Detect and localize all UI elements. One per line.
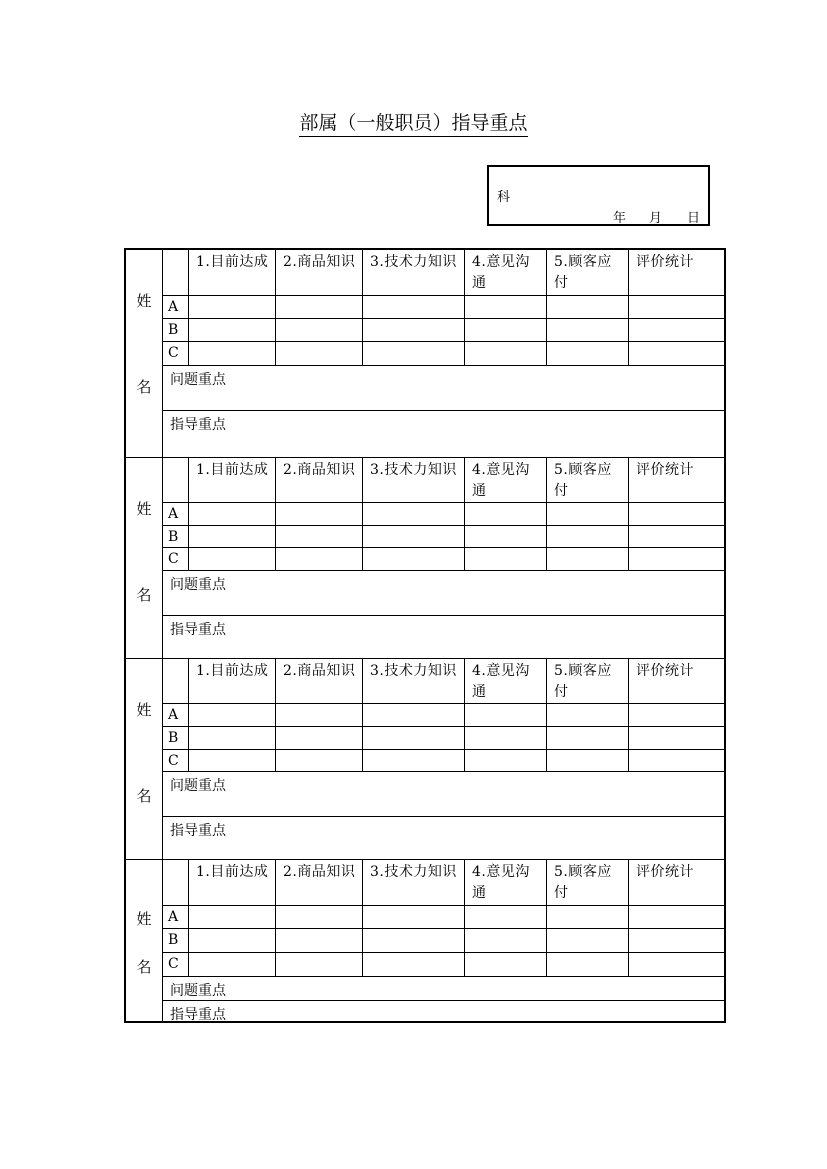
grade-input-cell[interactable] [276, 704, 363, 727]
department-date-box [487, 165, 710, 226]
name-column [126, 250, 163, 457]
grade-label: A [162, 906, 189, 929]
grade-input-cell[interactable] [547, 929, 629, 953]
column-header: 2.商品知识 [276, 659, 363, 704]
grade-input-cell[interactable] [276, 750, 363, 772]
column-header: 4.意见沟通 [465, 458, 547, 503]
name-label-given: 名 [136, 787, 152, 805]
grade-input-cell[interactable] [629, 727, 724, 750]
name-column [126, 458, 163, 659]
grade-input-cell[interactable] [363, 929, 465, 953]
grade-input-cell[interactable] [189, 953, 276, 977]
column-header: 1.目前达成 [189, 659, 276, 704]
grade-input-cell[interactable] [465, 526, 547, 548]
grade-input-cell[interactable] [189, 727, 276, 750]
year-label: 年 [613, 211, 627, 226]
grade-label: A [162, 296, 189, 319]
grade-input-cell[interactable] [629, 548, 724, 571]
grade-input-cell[interactable] [363, 750, 465, 772]
grade-label: B [162, 727, 189, 750]
grade-input-cell[interactable] [189, 750, 276, 772]
grade-input-cell[interactable] [189, 906, 276, 929]
column-header: 2.商品知识 [276, 860, 363, 906]
grade-input-cell[interactable] [547, 704, 629, 727]
grade-input-cell[interactable] [547, 548, 629, 571]
page-title: 部属（一般职员）指导重点 [0, 108, 827, 137]
name-column [126, 860, 163, 1022]
grade-label: C [162, 750, 189, 772]
grade-input-cell[interactable] [276, 526, 363, 548]
employee-block [126, 457, 724, 659]
grade-input-cell[interactable] [465, 319, 547, 342]
column-header: 4.意见沟通 [465, 860, 547, 906]
grade-input-cell[interactable] [276, 503, 363, 526]
column-header: 2.商品知识 [276, 458, 363, 503]
name-label-given: 名 [136, 378, 152, 396]
grade-label: B [162, 929, 189, 953]
column-header: 3.技术力知识 [363, 250, 465, 296]
grade-input-cell[interactable] [465, 953, 547, 977]
day-label: 日 [687, 211, 701, 226]
grade-input-cell[interactable] [629, 296, 724, 319]
grade-input-cell[interactable] [547, 906, 629, 929]
name-label-surname: 姓 [136, 701, 152, 719]
guidance-form-table [124, 248, 726, 1023]
grade-input-cell[interactable] [547, 953, 629, 977]
grade-input-cell[interactable] [547, 296, 629, 319]
guidance-points-field[interactable]: 指导重点 [170, 417, 226, 433]
column-header: 5.顾客应付 [547, 458, 629, 503]
grade-input-cell[interactable] [465, 503, 547, 526]
header-corner-cell [162, 250, 189, 296]
month-label: 月 [649, 211, 663, 226]
grade-input-cell[interactable] [629, 906, 724, 929]
grade-input-cell[interactable] [189, 704, 276, 727]
column-header: 2.商品知识 [276, 250, 363, 296]
grade-input-cell[interactable] [547, 526, 629, 548]
problem-points-field[interactable]: 问题重点 [162, 977, 724, 1001]
column-header: 1.目前达成 [189, 250, 276, 296]
grade-label: B [162, 526, 189, 548]
column-header: 5.顾客应付 [547, 860, 629, 906]
column-header: 4.意见沟通 [465, 250, 547, 296]
grade-input-cell[interactable] [465, 906, 547, 929]
grade-input-cell[interactable] [547, 727, 629, 750]
grade-input-cell[interactable] [363, 503, 465, 526]
grade-input-cell[interactable] [363, 953, 465, 977]
name-label-surname: 姓 [136, 292, 152, 310]
header-corner-cell [162, 659, 189, 704]
column-header: 1.目前达成 [189, 860, 276, 906]
grade-input-cell[interactable] [465, 704, 547, 727]
problem-points-field[interactable]: 问题重点 [162, 366, 724, 411]
name-label-given: 名 [136, 958, 152, 976]
grade-input-cell[interactable] [276, 953, 363, 977]
grade-input-cell[interactable] [629, 526, 724, 548]
grade-input-cell[interactable] [547, 342, 629, 366]
header-corner-cell [162, 458, 189, 503]
grade-input-cell[interactable] [189, 342, 276, 366]
employee-block [126, 658, 724, 860]
grade-input-cell[interactable] [189, 548, 276, 571]
column-header: 评价统计 [629, 250, 724, 296]
grade-input-cell[interactable] [629, 929, 724, 953]
grade-input-cell[interactable] [465, 929, 547, 953]
column-header: 评价统计 [629, 458, 724, 503]
column-header: 5.顾客应付 [547, 250, 629, 296]
grade-input-cell[interactable] [189, 929, 276, 953]
column-header: 1.目前达成 [189, 458, 276, 503]
grade-input-cell[interactable] [465, 750, 547, 772]
grade-input-cell[interactable] [629, 503, 724, 526]
grade-input-cell[interactable] [465, 727, 547, 750]
grade-input-cell[interactable] [547, 319, 629, 342]
grade-input-cell[interactable] [629, 704, 724, 727]
grade-input-cell[interactable] [363, 727, 465, 750]
column-header: 评价统计 [629, 860, 724, 906]
grade-input-cell[interactable] [465, 296, 547, 319]
column-header: 3.技术力知识 [363, 860, 465, 906]
name-column [126, 659, 163, 860]
grade-input-cell[interactable] [276, 342, 363, 366]
grade-input-cell[interactable] [629, 342, 724, 366]
grade-input-cell[interactable] [363, 526, 465, 548]
grade-input-cell[interactable] [363, 296, 465, 319]
grade-label: C [162, 548, 189, 571]
name-label-given: 名 [136, 586, 152, 604]
employee-block [126, 250, 724, 457]
grade-input-cell[interactable] [189, 526, 276, 548]
guidance-points-field[interactable]: 指导重点 [170, 1007, 226, 1023]
column-header: 4.意见沟通 [465, 659, 547, 704]
grade-input-cell[interactable] [363, 342, 465, 366]
guidance-points-field[interactable]: 指导重点 [170, 823, 226, 839]
grade-label: B [162, 319, 189, 342]
grade-label: C [162, 953, 189, 977]
grade-input-cell[interactable] [363, 704, 465, 727]
column-header: 3.技术力知识 [363, 458, 465, 503]
grade-label: A [162, 503, 189, 526]
grade-input-cell[interactable] [276, 727, 363, 750]
name-label-surname: 姓 [136, 910, 152, 928]
grade-label: A [162, 704, 189, 727]
grade-input-cell[interactable] [363, 906, 465, 929]
problem-points-field[interactable]: 问题重点 [162, 571, 724, 616]
guidance-points-field[interactable]: 指导重点 [170, 622, 226, 638]
column-header: 3.技术力知识 [363, 659, 465, 704]
grade-input-cell[interactable] [363, 319, 465, 342]
column-header: 评价统计 [629, 659, 724, 704]
grade-input-cell[interactable] [465, 342, 547, 366]
grade-input-cell[interactable] [189, 319, 276, 342]
problem-points-field[interactable]: 问题重点 [162, 772, 724, 817]
grade-input-cell[interactable] [276, 296, 363, 319]
grade-input-cell[interactable] [276, 929, 363, 953]
name-label-surname: 姓 [136, 500, 152, 518]
grade-label: C [162, 342, 189, 366]
grade-input-cell[interactable] [276, 548, 363, 571]
grade-input-cell[interactable] [629, 319, 724, 342]
grade-input-cell[interactable] [276, 906, 363, 929]
grade-input-cell[interactable] [465, 548, 547, 571]
column-header: 5.顾客应付 [547, 659, 629, 704]
grade-input-cell[interactable] [547, 503, 629, 526]
employee-block [126, 859, 724, 1022]
grade-input-cell[interactable] [276, 319, 363, 342]
grade-input-cell[interactable] [363, 548, 465, 571]
grade-input-cell[interactable] [189, 503, 276, 526]
header-corner-cell [162, 860, 189, 906]
department-label: 科 [497, 190, 511, 205]
grade-input-cell[interactable] [189, 296, 276, 319]
grade-input-cell[interactable] [629, 750, 724, 772]
grade-input-cell[interactable] [629, 953, 724, 977]
grade-input-cell[interactable] [547, 750, 629, 772]
